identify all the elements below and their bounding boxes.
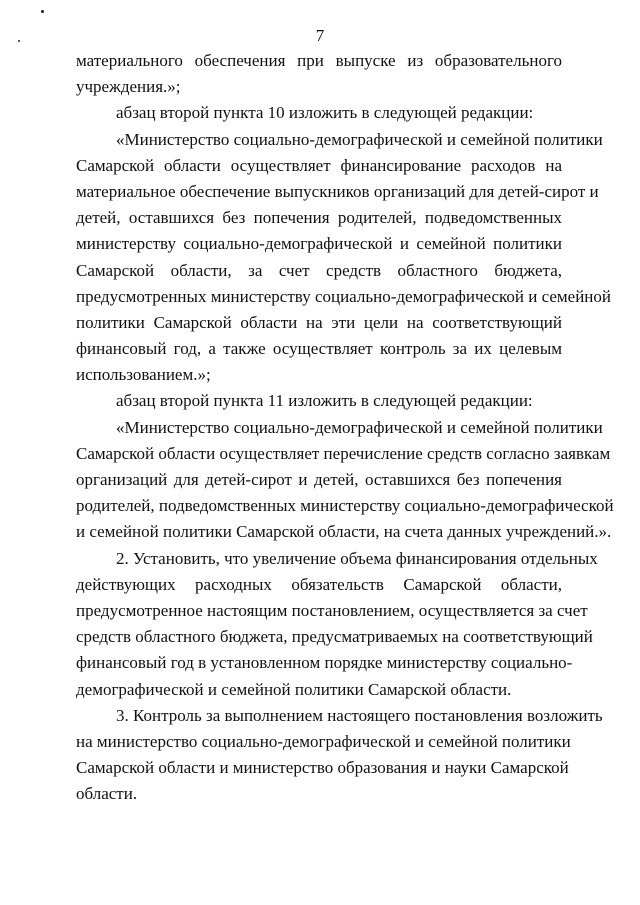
text-line: и семейной политики Самарской области, на счета данных учреждений.». [76,522,612,542]
text-line: материальное обеспечение выпускников организаций для детей-сирот и [76,181,599,201]
text-line: учреждения.»; [76,77,181,97]
paragraph-continuation [76,48,562,100]
paragraph-amendment-10 [76,100,562,126]
text-line: предусмотренных министерству социально-демографической и семейной [76,286,612,306]
text-line: 2. Установить, что увеличение объема финансирования отдельных [116,548,598,568]
text-line: финансовый год в установленном порядке министерству социально- [76,653,573,673]
text-line: предусмотренное настоящим постановлением, осуществляется за счет [76,600,588,620]
text-line: детей, оставшихся без попечения родителей, подведомственных [76,208,562,228]
text-line: финансовый год, а также осуществляет контроль за их целевым [76,339,562,359]
text-line: «Министерство социально-демографической и семейной политики [116,417,603,437]
text-line: на министерство социально-демографической и семейной политики [76,731,571,751]
scan-speck [18,40,20,42]
text-line: абзац второй пункта 11 изложить в следующей редакции: [116,391,533,411]
scan-speck [41,10,44,13]
text-line: 3. Контроль за выполнением настоящего постановления возложить [116,705,603,725]
page-number: 7 [315,26,325,45]
paragraph-clause-2 [76,546,598,703]
text-line: Самарской области осуществляет перечисление средств согласно заявкам [76,443,611,463]
text-line: использованием.»; [76,365,211,385]
text-line: области. [76,784,138,804]
text-line: политики Самарской области на эти цели на соответствующий [76,312,562,332]
text-line: демографической и семейной политики Самарской области. [76,679,512,699]
text-line: материального обеспечения при выпуске из образовательного [76,51,562,70]
text-line: действующих расходных обязательств Самарской области, [76,574,562,594]
text-line: родителей, подведомственных министерству социально-демографической [76,496,614,516]
paragraph-quote-11 [76,415,614,546]
text-line: «Министерство социально-демографической и семейной политики [116,129,603,149]
text-line: Самарской области осуществляет финансирование расходов на [76,155,562,175]
text-line: средств областного бюджета, предусматриваемых на соответствующий [76,627,593,647]
text-line: Самарской области, за счет средств областного бюджета, [76,260,562,280]
paragraph-clause-3 [76,703,603,808]
paragraph-quote-10 [76,127,612,389]
text-line: министерству социально-демографической и семейной политики [76,234,562,254]
text-line: абзац второй пункта 10 изложить в следующей редакции: [116,103,534,123]
paragraph-amendment-11 [76,388,562,414]
text-line: Самарской области и министерство образования и науки Самарской [76,758,569,778]
document-body [76,48,614,807]
text-line: организаций для детей-сирот и детей, оставшихся без попечения [76,470,562,489]
